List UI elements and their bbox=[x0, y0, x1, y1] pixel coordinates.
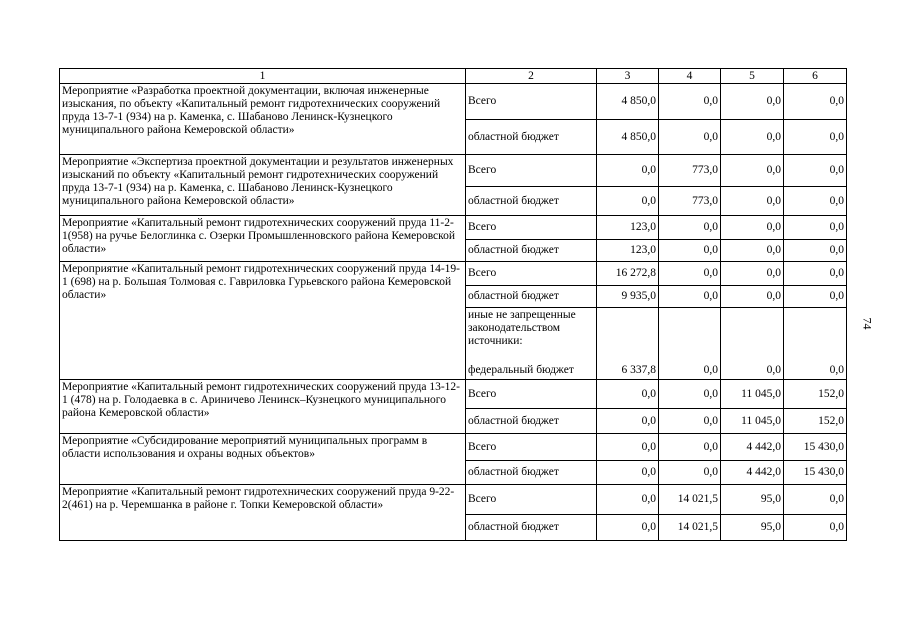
table-row bbox=[60, 216, 847, 240]
source-label: областной бюджет bbox=[466, 461, 597, 485]
value-col-3: 9 935,0 bbox=[597, 286, 659, 308]
value-col-4: 0,0 bbox=[659, 380, 721, 409]
table-row bbox=[60, 155, 847, 187]
event-title: Мероприятие «Капитальный ремонт гидротехнических сооружений пруда 9-22-2(461) на р. Черемшанка в районе г. Топки Кемеровской области» bbox=[60, 485, 466, 541]
table-row bbox=[60, 434, 847, 461]
header-col-4: 4 bbox=[659, 69, 721, 84]
value-col-6: 0,0 bbox=[784, 286, 847, 308]
value-col-5: 4 442,0 bbox=[721, 434, 784, 461]
value-col-3: 123,0 bbox=[597, 240, 659, 262]
funding-table bbox=[59, 68, 847, 541]
value-col-3: 4 850,0 bbox=[597, 120, 659, 155]
value-col-5: 11 045,0 bbox=[721, 409, 784, 434]
value-col-5: 0,0 bbox=[721, 120, 784, 155]
value-col-6: 0,0 bbox=[784, 216, 847, 240]
value-col-3: 0,0 bbox=[597, 155, 659, 187]
value-col-3: 6 337,8 bbox=[597, 362, 659, 380]
source-label: областной бюджет bbox=[466, 187, 597, 216]
header-col-5: 5 bbox=[721, 69, 784, 84]
source-label: Всего bbox=[466, 380, 597, 409]
value-col-4: 0,0 bbox=[659, 286, 721, 308]
value-col-5: 11 045,0 bbox=[721, 380, 784, 409]
source-label: Всего bbox=[466, 434, 597, 461]
event-title: Мероприятие «Разработка проектной документации, включая инженерные изыскания, по объекту «Капитальный ремонт гидротехнических сооружений пруда 13-7-1 (934) на р. Каменка, с. Шабаново Ленинск-Кузнецкого муниципального района Кемеровской области» bbox=[60, 84, 466, 155]
source-label: Всего bbox=[466, 262, 597, 286]
value-col-3: 0,0 bbox=[597, 434, 659, 461]
table-row bbox=[60, 485, 847, 515]
value-col-5: 4 442,0 bbox=[721, 461, 784, 485]
value-col-6: 0,0 bbox=[784, 84, 847, 120]
value-col-6: 152,0 bbox=[784, 380, 847, 409]
value-col-6: 0,0 bbox=[784, 362, 847, 380]
header-col-6: 6 bbox=[784, 69, 847, 84]
empty-cell bbox=[721, 308, 784, 362]
header-col-3: 3 bbox=[597, 69, 659, 84]
value-col-4: 0,0 bbox=[659, 216, 721, 240]
value-col-5: 0,0 bbox=[721, 362, 784, 380]
value-col-4: 0,0 bbox=[659, 409, 721, 434]
source-label: областной бюджет bbox=[466, 515, 597, 541]
value-col-6: 0,0 bbox=[784, 262, 847, 286]
source-label: федеральный бюджет bbox=[466, 362, 597, 380]
source-label: областной бюджет bbox=[466, 409, 597, 434]
source-label: областной бюджет bbox=[466, 286, 597, 308]
header-col-1: 1 bbox=[60, 69, 466, 84]
empty-cell bbox=[659, 308, 721, 362]
source-label: Всего bbox=[466, 155, 597, 187]
table-row bbox=[60, 380, 847, 409]
event-title: Мероприятие «Субсидирование мероприятий муниципальных программ в области использования и охраны водных объектов» bbox=[60, 434, 466, 485]
source-label: Всего bbox=[466, 216, 597, 240]
source-label: Всего bbox=[466, 485, 597, 515]
value-col-4: 14 021,5 bbox=[659, 515, 721, 541]
empty-cell bbox=[597, 308, 659, 362]
event-title: Мероприятие «Капитальный ремонт гидротехнических сооружений пруда 14-19-1 (698) на р. Большая Толмовая с. Гавриловка Гурьевского района Кемеровской области» bbox=[60, 262, 466, 380]
source-label: Всего bbox=[466, 84, 597, 120]
value-col-4: 0,0 bbox=[659, 461, 721, 485]
value-col-6: 15 430,0 bbox=[784, 434, 847, 461]
value-col-5: 0,0 bbox=[721, 240, 784, 262]
value-col-5: 0,0 bbox=[721, 187, 784, 216]
source-label: областной бюджет bbox=[466, 120, 597, 155]
value-col-3: 123,0 bbox=[597, 216, 659, 240]
value-col-3: 0,0 bbox=[597, 409, 659, 434]
value-col-4: 773,0 bbox=[659, 155, 721, 187]
page-number: 74 bbox=[860, 317, 875, 330]
value-col-4: 0,0 bbox=[659, 262, 721, 286]
value-col-4: 14 021,5 bbox=[659, 485, 721, 515]
value-col-5: 0,0 bbox=[721, 155, 784, 187]
value-col-3: 4 850,0 bbox=[597, 84, 659, 120]
value-col-3: 0,0 bbox=[597, 485, 659, 515]
header-col-2: 2 bbox=[466, 69, 597, 84]
event-title: Мероприятие «Экспертиза проектной документации и результатов инженерных изысканий по объекту «Капитальный ремонт гидротехнических сооружений пруда 13-7-1 (934) на р. Каменка, с. Шабаново Ленинск-Кузнецкого муниципального района Кемеровской области» bbox=[60, 155, 466, 216]
value-col-4: 0,0 bbox=[659, 240, 721, 262]
value-col-5: 95,0 bbox=[721, 515, 784, 541]
value-col-5: 0,0 bbox=[721, 262, 784, 286]
event-title: Мероприятие «Капитальный ремонт гидротехнических сооружений пруда 13-12-1 (478) на р. Голодаевка в с. Ариничево Ленинск–Кузнецкого муниципального района Кемеровской области» bbox=[60, 380, 466, 434]
value-col-6: 0,0 bbox=[784, 187, 847, 216]
event-title: Мероприятие «Капитальный ремонт гидротехнических сооружений пруда 11-2-1(958) на ручье Белоглинка с. Озерки Промышленновского района Кемеровской области» bbox=[60, 216, 466, 262]
table-row bbox=[60, 84, 847, 120]
value-col-4: 0,0 bbox=[659, 120, 721, 155]
value-col-5: 95,0 bbox=[721, 485, 784, 515]
empty-cell bbox=[784, 308, 847, 362]
value-col-3: 0,0 bbox=[597, 515, 659, 541]
value-col-3: 0,0 bbox=[597, 380, 659, 409]
value-col-6: 15 430,0 bbox=[784, 461, 847, 485]
value-col-3: 16 272,8 bbox=[597, 262, 659, 286]
value-col-4: 0,0 bbox=[659, 434, 721, 461]
table-row bbox=[60, 262, 847, 286]
value-col-6: 0,0 bbox=[784, 485, 847, 515]
value-col-6: 0,0 bbox=[784, 515, 847, 541]
header-row bbox=[60, 69, 847, 84]
value-col-3: 0,0 bbox=[597, 461, 659, 485]
value-col-6: 152,0 bbox=[784, 409, 847, 434]
value-col-4: 0,0 bbox=[659, 84, 721, 120]
value-col-4: 0,0 bbox=[659, 362, 721, 380]
value-col-3: 0,0 bbox=[597, 187, 659, 216]
other-sources-note: иные не запрещенные законодательством источники: bbox=[466, 308, 597, 362]
source-label: областной бюджет bbox=[466, 240, 597, 262]
value-col-5: 0,0 bbox=[721, 84, 784, 120]
value-col-6: 0,0 bbox=[784, 120, 847, 155]
value-col-5: 0,0 bbox=[721, 286, 784, 308]
value-col-6: 0,0 bbox=[784, 155, 847, 187]
value-col-5: 0,0 bbox=[721, 216, 784, 240]
value-col-6: 0,0 bbox=[784, 240, 847, 262]
value-col-4: 773,0 bbox=[659, 187, 721, 216]
